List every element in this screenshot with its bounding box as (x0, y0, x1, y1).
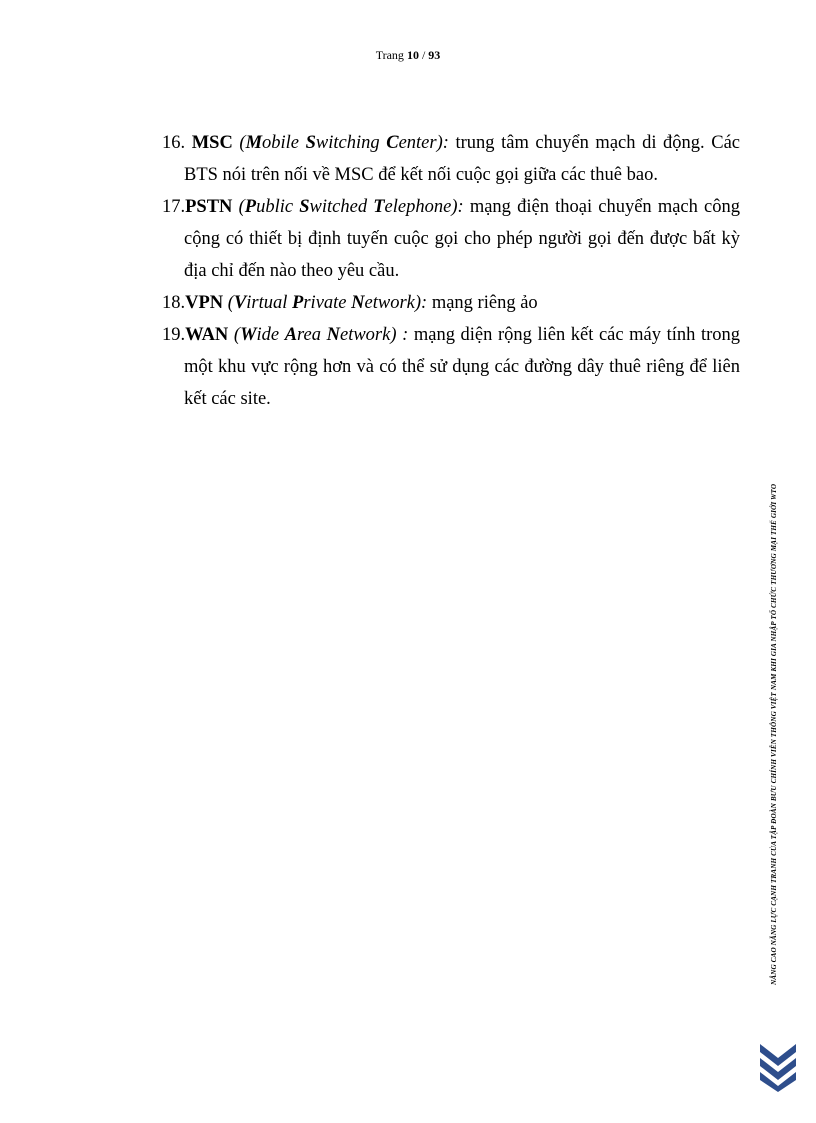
entry-expansion: (Virtual Private Network): (227, 293, 428, 313)
page-number-header (0, 48, 816, 63)
glossary-entry-wan (162, 319, 740, 415)
glossary-entry-pstn (162, 191, 740, 287)
page-label: Trang (375, 48, 404, 62)
glossary-entry-vpn (162, 287, 740, 319)
entry-definition: mạng riêng ảo (431, 293, 538, 313)
current-page-number: 10 (406, 48, 419, 62)
total-pages-number: 93 (428, 48, 441, 62)
entry-acronym: WAN (185, 325, 229, 345)
glossary-list (162, 127, 740, 415)
entry-expansion: (Wide Area Network) : (233, 325, 409, 345)
glossary-entry-msc (162, 127, 740, 191)
entry-number: 16. (162, 133, 186, 153)
entry-acronym: VPN (185, 293, 224, 313)
entry-expansion: (Public Switched Telephone): (238, 197, 464, 217)
entry-expansion: (Mobile Switching Center): (239, 133, 449, 153)
page-separator: / (421, 48, 426, 62)
triple-chevron-down-icon[interactable] (758, 1040, 798, 1092)
entry-definition: trung tâm chuyển mạch di động. Các BTS nói trên nối về MSC để kết nối cuộc gọi giữa các thuê bao. (184, 133, 740, 185)
vertical-document-title: NÂNG CAO NĂNG LỰC CẠNH TRANH CỦA TẬP ĐOÀN BƯU CHÍNH VIỄN THÔNG VIỆT NAM KHI GIA NHẬP TỔ CHỨC THƯƠNG MẠI THẾ GIỚI WTO (770, 483, 778, 985)
entry-definition: mạng diện rộng liên kết các máy tính trong một khu vực rộng hơn và có thể sử dụng các đường dây thuê riêng để liên kết các site. (184, 325, 741, 409)
entry-definition: mạng điện thoại chuyển mạch công cộng có thiết bị định tuyến cuộc gọi cho phép người gọi đến được bất kỳ địa chỉ đến nào theo yêu cầu. (184, 197, 741, 281)
entry-number: 17. (162, 197, 186, 217)
entry-acronym: PSTN (185, 197, 233, 217)
entry-number: 19. (162, 325, 186, 345)
entry-acronym: MSC (191, 133, 233, 153)
entry-number: 18. (162, 293, 186, 313)
